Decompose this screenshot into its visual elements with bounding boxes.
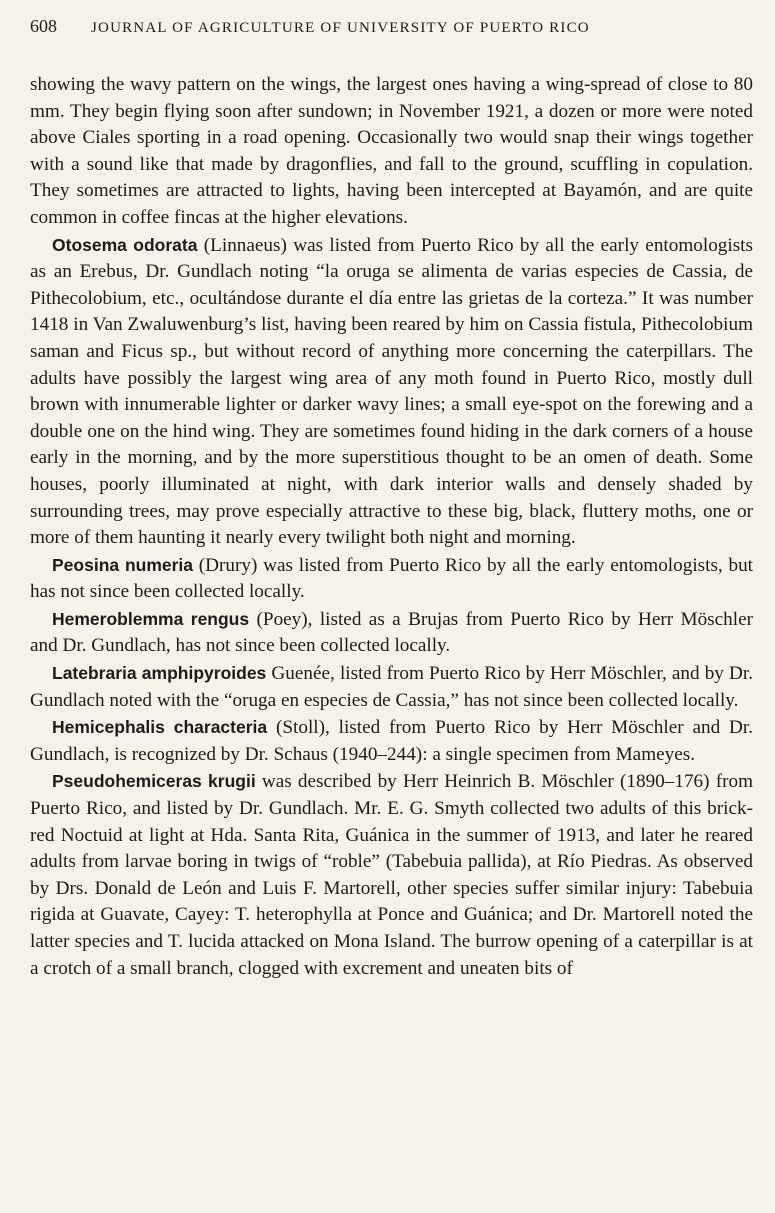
page-number: 608 [30,16,57,36]
page-header [30,16,753,50]
body-text [30,72,753,982]
paragraph-text: (Linnaeus) was listed from Puerto Rico by all the early entomologists as an Erebus, Dr. Gundlach noting “la oruga se alimenta de varias especies de Cassia, de Pithecolobium, etc., ocultándose durante el día entre las grietas de la corteza.” It was number 1418 in Van Zwaluwenburg’s list, having been reared by him on Cassia fistula, Pithecolobium saman and Ficus sp., but without record of anything more concerning the caterpillars. The adults have possibly the largest wing area of any moth found in Puerto Rico, mostly dull brown with innumerable lighter or darker wavy lines; a small eye-spot on the forewing and a double one on the hind wing. They are sometimes found hiding in the dark corners of a house early in the morning, and by the more superstitious thought to be an omen of death. Some houses, poorly illuminated at night, with dark interior walls and densely shaded by surrounding trees, may prove especially attractive to these big, black, fluttery moths, one or more of them haunting it nearly every twilight both night and morning. [30,234,753,549]
running-head: JOURNAL OF AGRICULTURE OF UNIVERSITY OF PUERTO RICO [91,20,590,36]
species-name: Hemeroblemma rengus [52,608,250,629]
species-name: Hemicephalis characteria [52,717,268,738]
paragraph [30,72,753,232]
paragraph-text: (Stoll), listed from Puerto Rico by Herr Möschler and Dr. Gundlach, is recognized by Dr. Schaus (1940–244): a single specimen from Mameyes. [30,717,753,765]
paragraph [30,660,753,714]
paragraph [30,714,753,768]
species-name: Otosema odorata [52,234,198,255]
paragraph [30,232,753,552]
paragraph-text: (Poey), listed as a Brujas from Puerto Rico by Herr Möschler and Dr. Gundlach, has not since been collected locally. [30,608,753,657]
paragraph [30,606,753,660]
paragraph [30,552,753,606]
paragraph-text: showing the wavy pattern on the wings, the largest ones having a wing-spread of close to 80 mm. They begin flying soon after sundown; in November 1921, a dozen or more were noted above Ciales sporting in a road opening. Occasionally two would snap their wings together with a sound like that made by dragonflies, and fall to the ground, scuffling in copulation. They sometimes are attracted to lights, having been intercepted at Bayamón, and are quite common in coffee fincas at the higher elevations. [30,74,753,228]
paragraph-text: Guenée, listed from Puerto Rico by Herr Möschler, and by Dr. Gundlach noted with the “oruga en especies de Cassia,” has not since been collected locally. [30,663,753,711]
species-name: Pseudohemiceras krugii [52,771,256,792]
paragraph-text: was described by Herr Heinrich B. Möschler (1890–176) from Puerto Rico, and listed by Dr. Gundlach. Mr. E. G. Smyth collected two adults of this brick-red Noctuid at light at Hda. Santa Rita, Guánica in the summer of 1913, and later he reared adults from larvae boring in twigs of “roble” (Tabebuia pallida), at Río Piedras. As observed by Drs. Donald de León and Luis F. Martorell, other species suffer similar injury: Tabebuia rigida at Guavate, Cayey: T. heterophylla at Ponce and Guánica; and Dr. Martorell noted the latter species and T. lucida attacked on Mona Island. The burrow opening of a caterpillar is at a crotch of a small branch, clogged with excrement and uneaten bits of [30,771,753,979]
species-name: Peosina numeria [52,554,194,575]
paragraph-text: (Drury) was listed from Puerto Rico by all the early entomologists, but has not since been collected locally. [30,554,753,603]
species-name: Latebraria amphipyroides [52,663,267,684]
paragraph [30,768,753,982]
